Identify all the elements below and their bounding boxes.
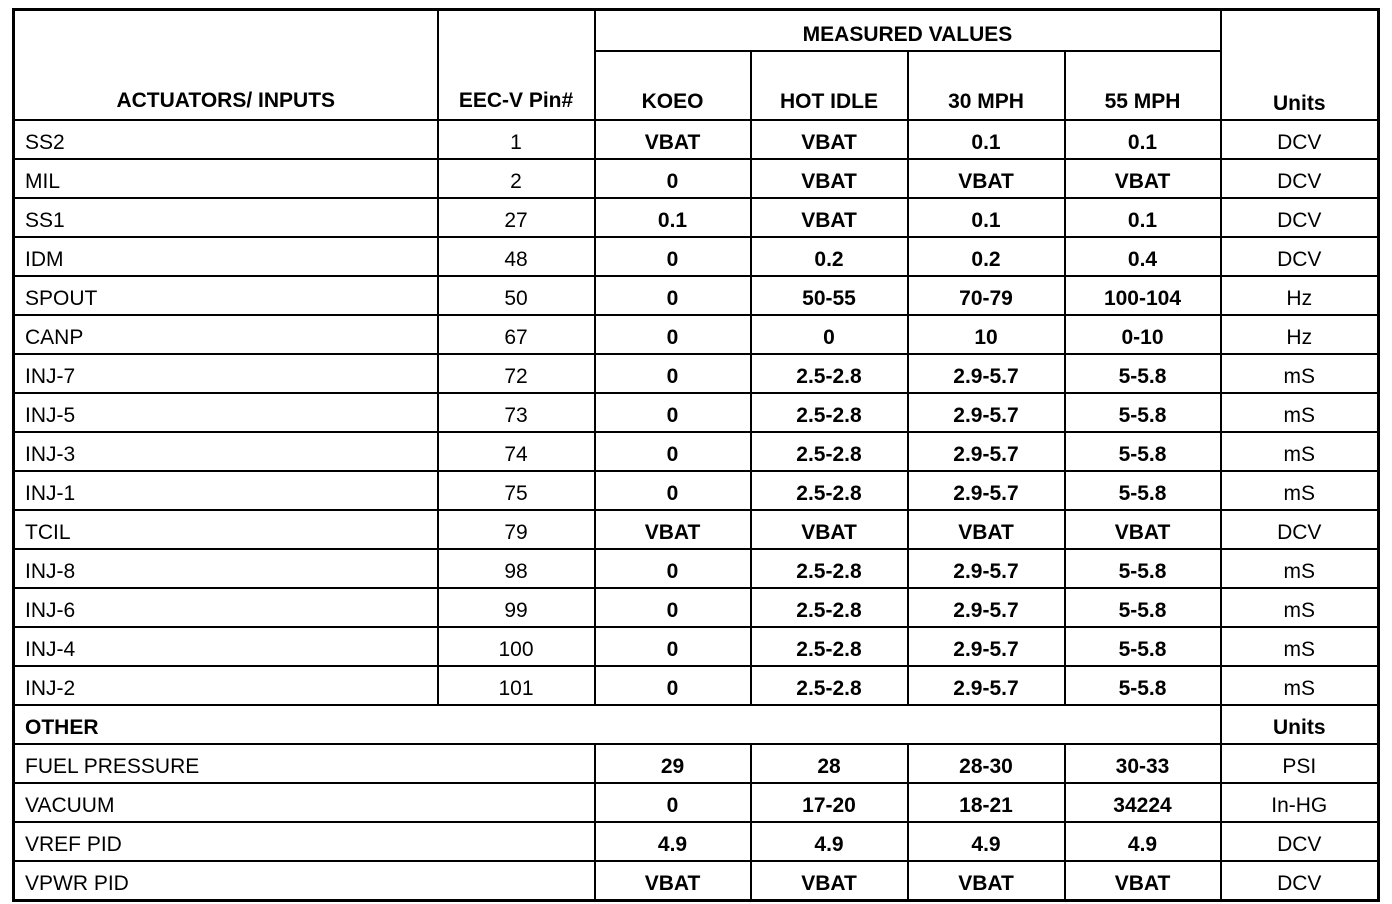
mph55-value: 4.9 — [1065, 822, 1221, 861]
koeo-value: 0 — [595, 159, 751, 198]
mph55-value: 5-5.8 — [1065, 549, 1221, 588]
mph30-value: 4.9 — [908, 822, 1065, 861]
hot-idle-value: 2.5-2.8 — [751, 549, 908, 588]
pin-number: 48 — [438, 237, 595, 276]
actuator-name: INJ-2 — [14, 666, 438, 705]
mph55-value: 0-10 — [1065, 315, 1221, 354]
unit-label: Hz — [1221, 276, 1379, 315]
mph55-header: 55 MPH — [1065, 51, 1221, 120]
koeo-value: 0 — [595, 393, 751, 432]
hot-idle-value: 2.5-2.8 — [751, 627, 908, 666]
hot-idle-value: VBAT — [751, 198, 908, 237]
hot-idle-value: 2.5-2.8 — [751, 393, 908, 432]
hot-idle-value: 28 — [751, 744, 908, 783]
actuator-name: MIL — [14, 159, 438, 198]
measured-values-header: MEASURED VALUES — [595, 10, 1221, 52]
koeo-value: 0 — [595, 276, 751, 315]
mph30-value: 2.9-5.7 — [908, 471, 1065, 510]
pin-number: 27 — [438, 198, 595, 237]
hot-idle-value: 50-55 — [751, 276, 908, 315]
koeo-value: 0 — [595, 783, 751, 822]
measured-values-table — [12, 8, 1380, 902]
koeo-value: 0 — [595, 315, 751, 354]
mph30-value: VBAT — [908, 159, 1065, 198]
mph30-header: 30 MPH — [908, 51, 1065, 120]
koeo-value: 0 — [595, 432, 751, 471]
table-row — [14, 744, 1379, 783]
table-row — [14, 159, 1379, 198]
mph55-value: 30-33 — [1065, 744, 1221, 783]
mph55-value: 5-5.8 — [1065, 432, 1221, 471]
unit-label: PSI — [1221, 744, 1379, 783]
pin-number: 73 — [438, 393, 595, 432]
unit-label: Hz — [1221, 315, 1379, 354]
mph30-value: 2.9-5.7 — [908, 588, 1065, 627]
hot-idle-value: 2.5-2.8 — [751, 588, 908, 627]
pin-number: 67 — [438, 315, 595, 354]
unit-label: mS — [1221, 471, 1379, 510]
table-row — [14, 666, 1379, 705]
table-row — [14, 549, 1379, 588]
actuator-name: SS1 — [14, 198, 438, 237]
other-name: VPWR PID — [14, 861, 595, 900]
table-row — [14, 432, 1379, 471]
actuator-name: TCIL — [14, 510, 438, 549]
mph30-value: VBAT — [908, 510, 1065, 549]
hot-idle-value: VBAT — [751, 510, 908, 549]
pin-header: EEC-V Pin# — [438, 10, 595, 121]
other-section-header — [14, 705, 1379, 744]
actuator-name: INJ-5 — [14, 393, 438, 432]
table-row — [14, 315, 1379, 354]
pin-number: 1 — [438, 120, 595, 159]
hot-idle-value: VBAT — [751, 861, 908, 900]
hot-idle-value: 17-20 — [751, 783, 908, 822]
mph30-value: 0.1 — [908, 120, 1065, 159]
hot-idle-header: HOT IDLE — [751, 51, 908, 120]
unit-label: DCV — [1221, 510, 1379, 549]
mph55-value: 0.4 — [1065, 237, 1221, 276]
pin-number: 50 — [438, 276, 595, 315]
mph55-value: 100-104 — [1065, 276, 1221, 315]
unit-label: mS — [1221, 354, 1379, 393]
actuator-name: CANP — [14, 315, 438, 354]
pin-number: 72 — [438, 354, 595, 393]
other-name: VACUUM — [14, 783, 595, 822]
koeo-value: 0.1 — [595, 198, 751, 237]
unit-label: DCV — [1221, 159, 1379, 198]
koeo-value: VBAT — [595, 861, 751, 900]
table-row — [14, 783, 1379, 822]
unit-label: mS — [1221, 666, 1379, 705]
other-section — [14, 705, 1379, 900]
mph55-value: 5-5.8 — [1065, 627, 1221, 666]
unit-label: DCV — [1221, 198, 1379, 237]
mph30-value: 2.9-5.7 — [908, 549, 1065, 588]
pin-number: 101 — [438, 666, 595, 705]
table-row — [14, 276, 1379, 315]
actuator-name: IDM — [14, 237, 438, 276]
mph55-value: 5-5.8 — [1065, 393, 1221, 432]
mph30-value: 18-21 — [908, 783, 1065, 822]
mph55-value: 34224 — [1065, 783, 1221, 822]
mph55-value: 5-5.8 — [1065, 588, 1221, 627]
table-row — [14, 510, 1379, 549]
actuator-name: INJ-8 — [14, 549, 438, 588]
pin-number: 2 — [438, 159, 595, 198]
unit-label: DCV — [1221, 120, 1379, 159]
pin-number: 74 — [438, 432, 595, 471]
actuator-name: INJ-7 — [14, 354, 438, 393]
mph30-value: 2.9-5.7 — [908, 432, 1065, 471]
hot-idle-value: 2.5-2.8 — [751, 666, 908, 705]
hot-idle-value: 0.2 — [751, 237, 908, 276]
mph55-value: 0.1 — [1065, 198, 1221, 237]
table-row — [14, 861, 1379, 900]
other-units-header: Units — [1221, 705, 1379, 744]
pin-number: 79 — [438, 510, 595, 549]
unit-label: DCV — [1221, 237, 1379, 276]
koeo-value: 0 — [595, 666, 751, 705]
actuator-name: SPOUT — [14, 276, 438, 315]
actuator-name: INJ-4 — [14, 627, 438, 666]
unit-label: In-HG — [1221, 783, 1379, 822]
actuator-name: INJ-1 — [14, 471, 438, 510]
table-row — [14, 471, 1379, 510]
pin-number: 75 — [438, 471, 595, 510]
mph30-value: 2.9-5.7 — [908, 666, 1065, 705]
koeo-header: KOEO — [595, 51, 751, 120]
mph55-value: 5-5.8 — [1065, 471, 1221, 510]
unit-label: DCV — [1221, 822, 1379, 861]
mph30-value: 0.2 — [908, 237, 1065, 276]
hot-idle-value: VBAT — [751, 159, 908, 198]
other-name: FUEL PRESSURE — [14, 744, 595, 783]
koeo-value: VBAT — [595, 510, 751, 549]
mph30-value: 2.9-5.7 — [908, 627, 1065, 666]
koeo-value: 0 — [595, 471, 751, 510]
table-row — [14, 120, 1379, 159]
hot-idle-value: 2.5-2.8 — [751, 471, 908, 510]
mph30-value: 0.1 — [908, 198, 1065, 237]
table-row — [14, 237, 1379, 276]
mph30-value: 2.9-5.7 — [908, 354, 1065, 393]
koeo-value: 0 — [595, 354, 751, 393]
mph55-value: VBAT — [1065, 861, 1221, 900]
table-row — [14, 822, 1379, 861]
actuator-name: SS2 — [14, 120, 438, 159]
actuator-name: INJ-3 — [14, 432, 438, 471]
koeo-value: 0 — [595, 549, 751, 588]
table-row — [14, 354, 1379, 393]
mph30-value: 28-30 — [908, 744, 1065, 783]
table-row — [14, 627, 1379, 666]
mph55-value: 5-5.8 — [1065, 666, 1221, 705]
unit-label: DCV — [1221, 861, 1379, 900]
pin-number: 100 — [438, 627, 595, 666]
unit-label: mS — [1221, 588, 1379, 627]
hot-idle-value: 2.5-2.8 — [751, 432, 908, 471]
koeo-value: 0 — [595, 588, 751, 627]
table-row — [14, 393, 1379, 432]
unit-label: mS — [1221, 432, 1379, 471]
table-row — [14, 588, 1379, 627]
hot-idle-value: 2.5-2.8 — [751, 354, 908, 393]
koeo-value: 29 — [595, 744, 751, 783]
koeo-value: VBAT — [595, 120, 751, 159]
mph30-value: 10 — [908, 315, 1065, 354]
table-row — [14, 198, 1379, 237]
mph30-value: VBAT — [908, 861, 1065, 900]
unit-label: mS — [1221, 549, 1379, 588]
other-name: VREF PID — [14, 822, 595, 861]
other-label: OTHER — [14, 705, 1221, 744]
mph55-value: 5-5.8 — [1065, 354, 1221, 393]
mph55-value: VBAT — [1065, 510, 1221, 549]
unit-label: mS — [1221, 627, 1379, 666]
actuator-rows — [14, 120, 1379, 705]
mph55-value: VBAT — [1065, 159, 1221, 198]
mph30-value: 70-79 — [908, 276, 1065, 315]
actuators-inputs-header: ACTUATORS/ INPUTS — [14, 10, 438, 121]
units-header: Units — [1221, 10, 1379, 121]
pin-number: 99 — [438, 588, 595, 627]
mph55-value: 0.1 — [1065, 120, 1221, 159]
hot-idle-value: 4.9 — [751, 822, 908, 861]
actuator-name: INJ-6 — [14, 588, 438, 627]
hot-idle-value: VBAT — [751, 120, 908, 159]
hot-idle-value: 0 — [751, 315, 908, 354]
mph30-value: 2.9-5.7 — [908, 393, 1065, 432]
koeo-value: 0 — [595, 627, 751, 666]
pin-number: 98 — [438, 549, 595, 588]
unit-label: mS — [1221, 393, 1379, 432]
koeo-value: 4.9 — [595, 822, 751, 861]
koeo-value: 0 — [595, 237, 751, 276]
